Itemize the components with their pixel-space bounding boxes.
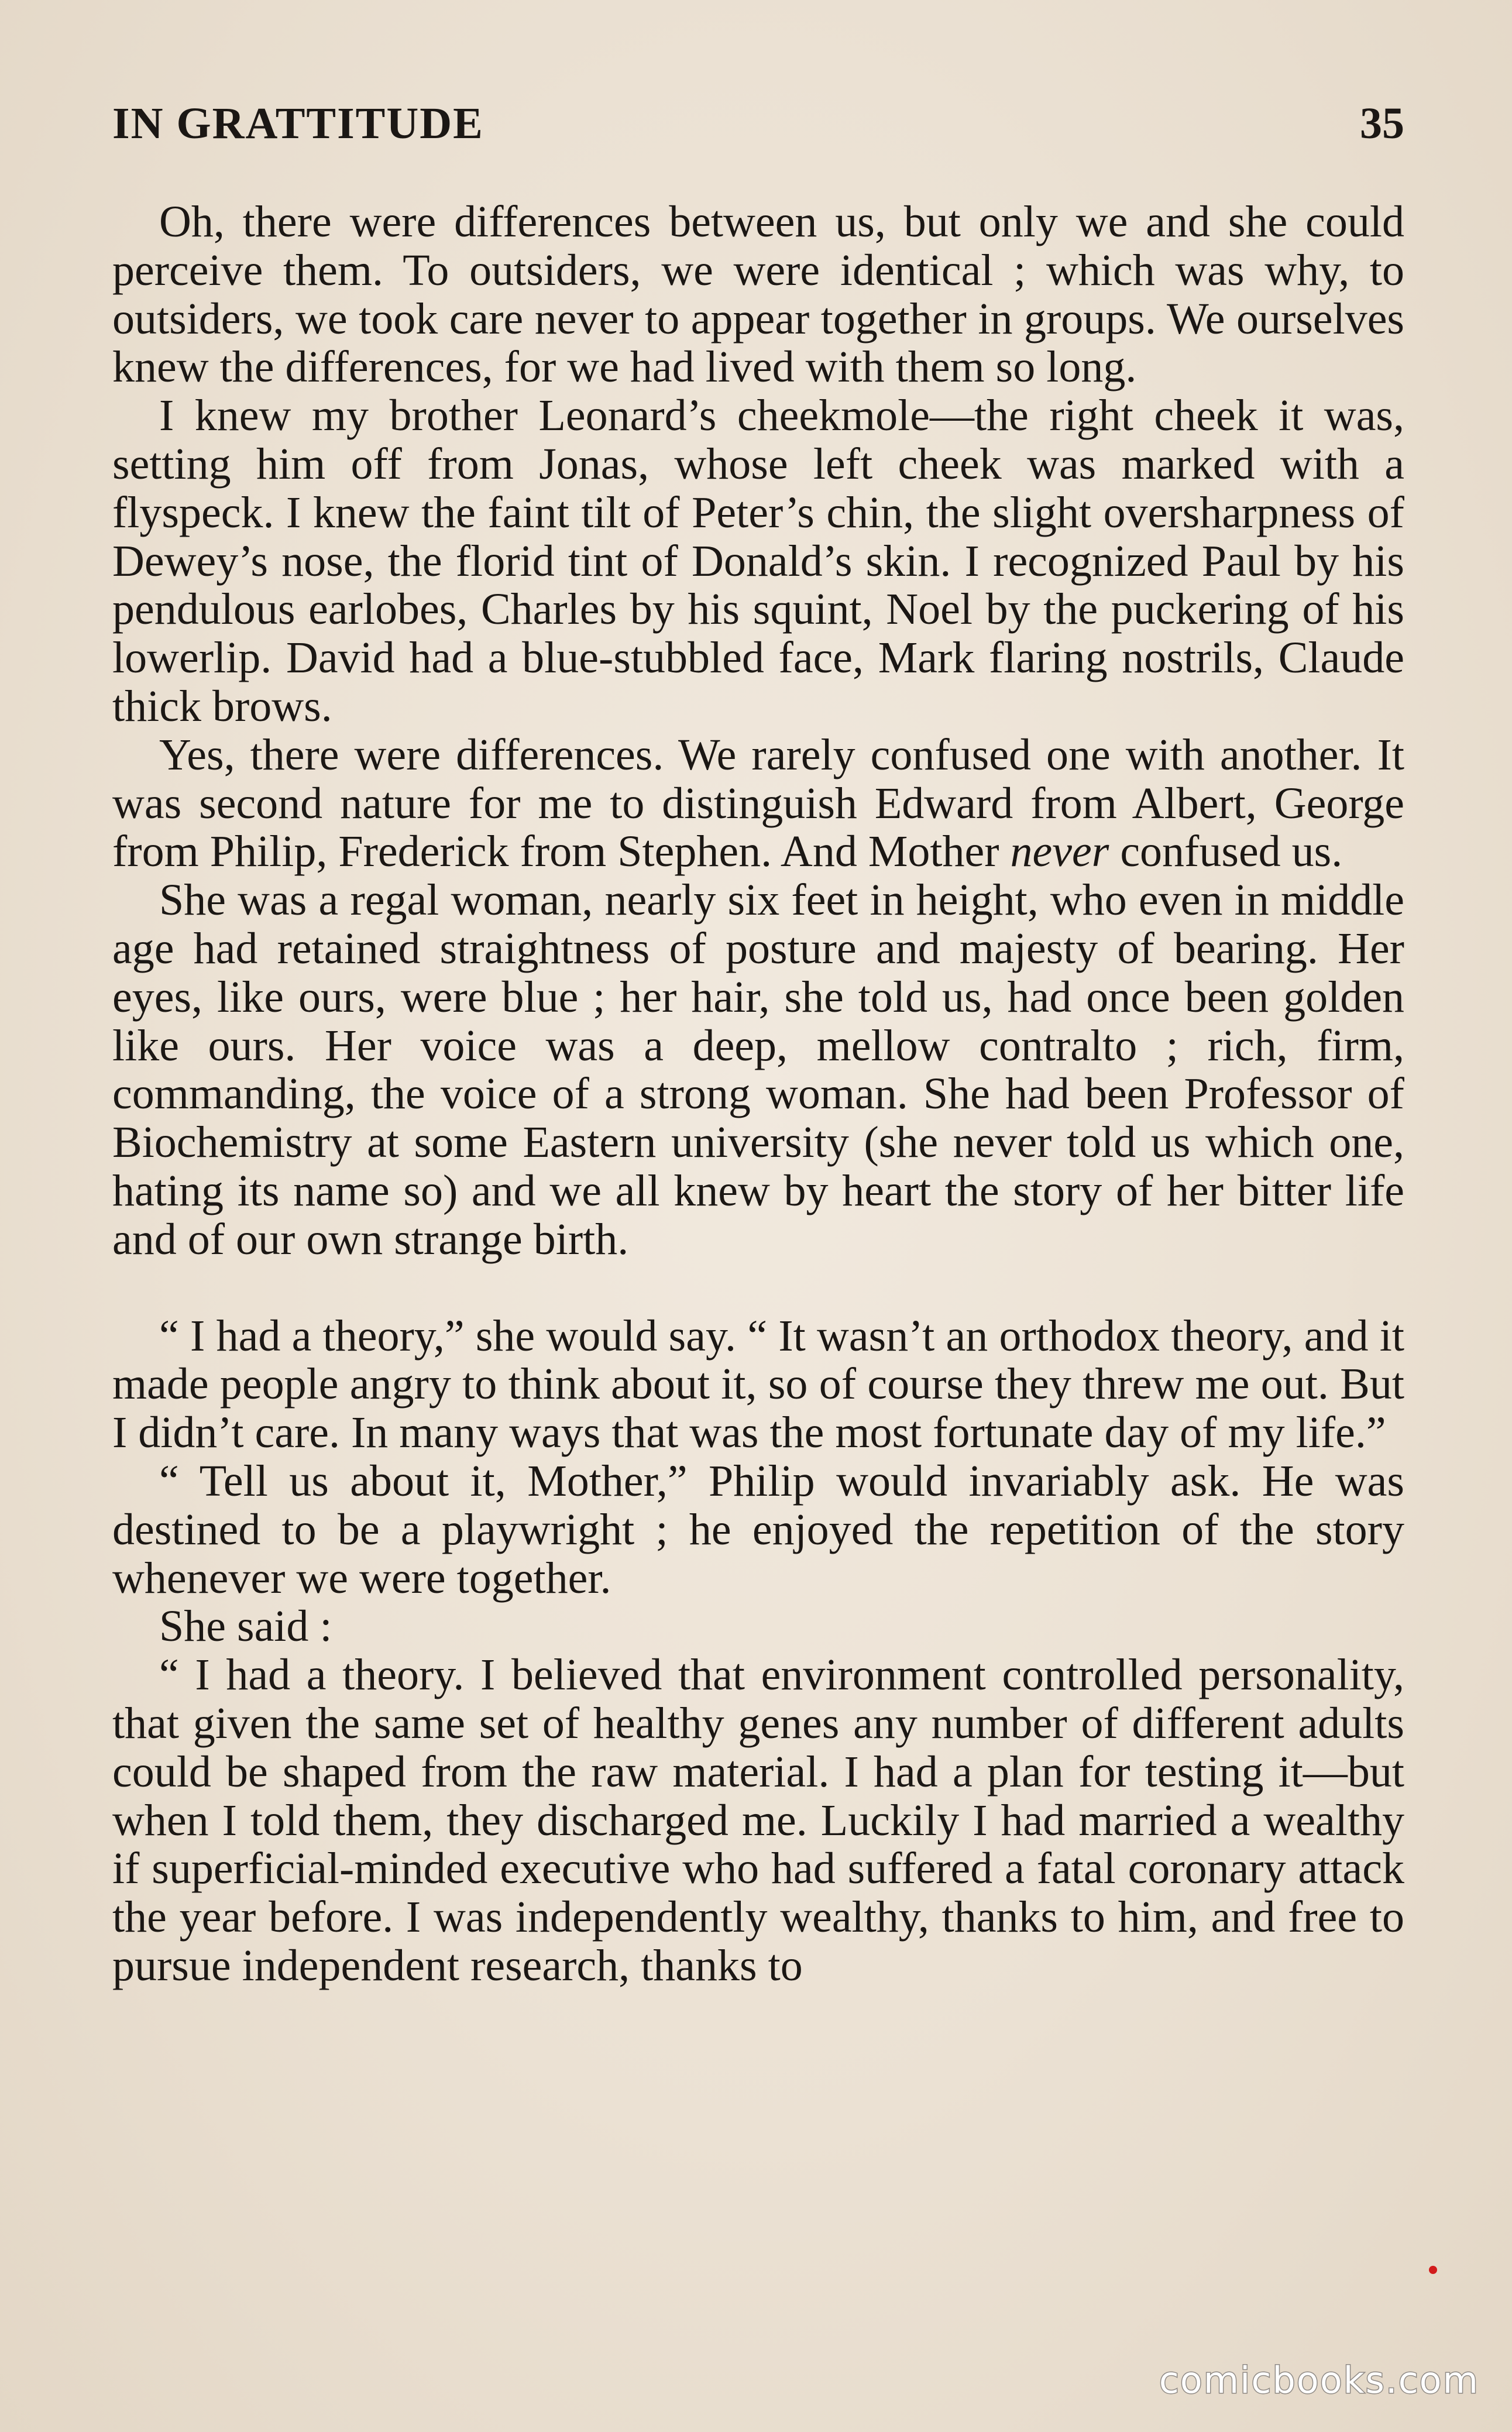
- paragraph: She said :: [159, 1602, 332, 1651]
- emphasized-word: never: [1010, 827, 1109, 877]
- paragraph: She was a regal woman, nearly six feet in height, who even in middle age had retained straightness of posture and majesty of bearing. Her eyes, like ours, were blue ; her hair, she told us, had once been golden like ours. Her voice was a deep, mellow contralto ; rich, firm, commanding, the voice of a strong woman. She had been Professor of Biochemistry at some Eastern university (she never told us which one, hating its name so) and we all knew by heart the story of her bitter life and of our own strange birth.: [112, 875, 1404, 1264]
- paragraph: Oh, there were differences between us, but only we and she could perceive them. To outsiders, we were identical ; which was why, to outsiders, we took care never to appear together in groups. We ourselves knew the differences, for we had lived with them so long.: [112, 197, 1404, 392]
- body-text: [112, 198, 1404, 1990]
- site-watermark: comicbooks.com: [1159, 2359, 1479, 2402]
- paragraph: “ I had a theory,” she would say. “ It wasn’t an orthodox theory, and it made people angry to think about it, so of course they threw me out. But I didn’t care. In many ways that was the most fortunate day of my life.”: [112, 1311, 1404, 1458]
- red-speck: [1429, 2266, 1437, 2274]
- paragraph: [112, 731, 1404, 876]
- paragraph: “ Tell us about it, Mother,” Philip would invariably ask. He was destined to be a playwright ; he enjoyed the repetition of the story whenever we were together.: [112, 1456, 1404, 1603]
- paragraph-text: Yes, there were differences. We rarely confused one with another. It was second nature for me to distinguish Edward from Albert, George from Philip, Frederick from Stephen. And Mother: [112, 730, 1404, 877]
- paragraph: “ I had a theory. I believed that environment controlled personality, that given the same set of healthy genes any number of different adults could be shaped from the raw material. I had a plan for testing it—but when I told them, they discharged me. Luckily I had married a wealthy if superficial-minded executive who had suffered a fatal coronary attack the year before. I was independently wealthy, thanks to him, and free to pursue independent research, thanks to: [112, 1650, 1404, 1990]
- paragraph: I knew my brother Leonard’s cheekmole—the right cheek it was, setting him off from Jonas, whose left cheek was marked with a flyspeck. I knew the faint tilt of Peter’s chin, the slight oversharpness of Dewey’s nose, the florid tint of Donald’s skin. I recognized Paul by his pendulous earlobes, Charles by his squint, Noel by the puckering of his lowerlip. David had a blue-stubbled face, Mark flaring nostrils, Claude thick brows.: [112, 391, 1404, 731]
- running-title: IN GRATTITUDE: [112, 99, 484, 148]
- paragraph-text: confused us.: [1109, 827, 1343, 877]
- page-header: [112, 98, 1404, 157]
- page-number: 35: [1360, 99, 1404, 148]
